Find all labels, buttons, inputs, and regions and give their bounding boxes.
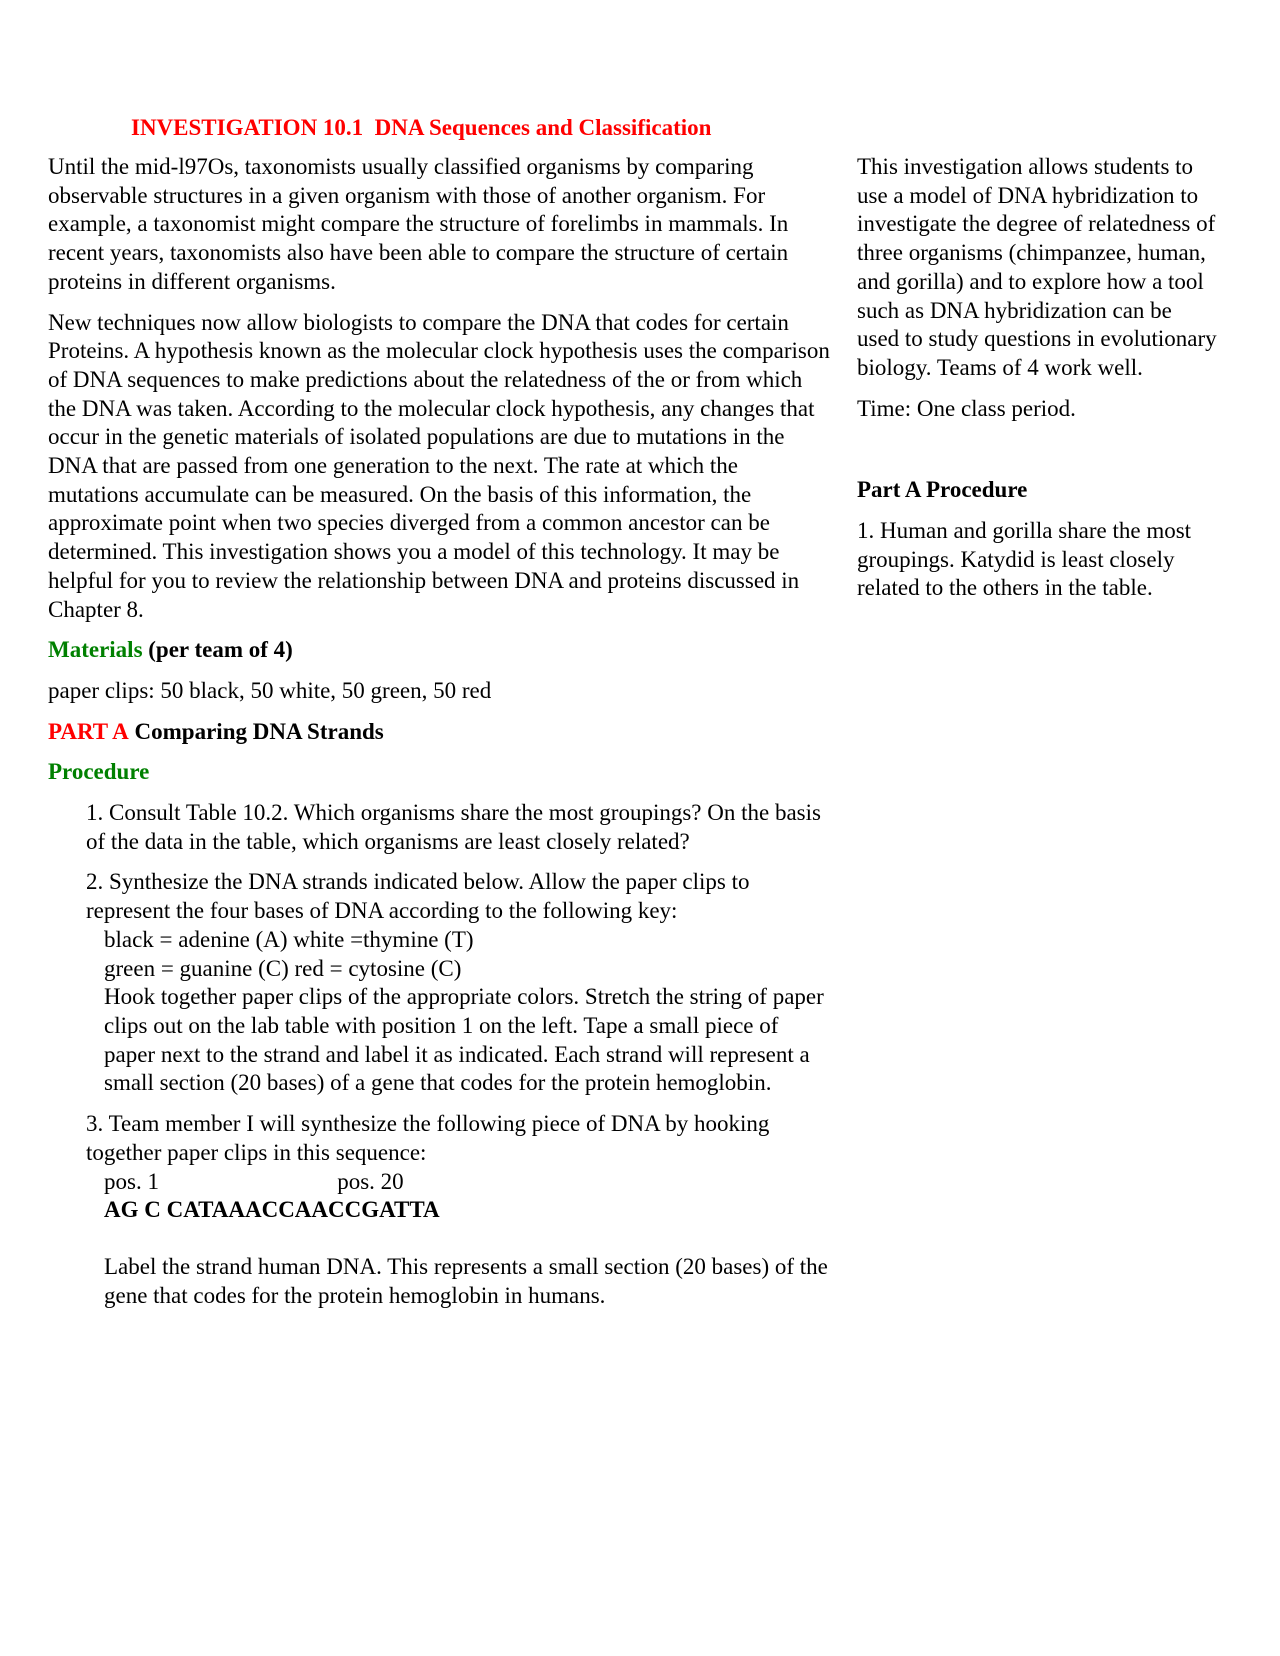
procedure-heading: Procedure [48,759,150,785]
blank-line [86,1225,833,1253]
step-text: Consult Table 10.2. Which organisms share the most groupings? On the basis of the data in the table, which organisms are least closely related? [86,800,821,854]
part-a-heading [48,718,833,747]
color-key-line: black = adenine (A) white =thymine (T) [104,926,474,952]
procedure-step [86,1110,833,1310]
part-a-title: Comparing DNA Strands [134,718,384,744]
sidebar-answer-heading: Part A Procedure [857,477,1028,503]
color-key-line: green = guanine (C) red = cytosine (C) [104,955,462,981]
materials-heading: Materials [48,637,143,663]
pos-end-label: pos. 20 [337,1168,404,1194]
sidebar-note: This investigation allows students to use a model of DNA hybridization to investigate the degree of relatedness of three organisms (chimpanzee, human, and gorilla) and to explore how a tool such as DNA hybridization can be used to study questions in evolutionary biology. Teams of 4 work well. [857,154,1217,380]
materials-heading-line [48,636,833,665]
teacher-sidebar [857,153,1217,615]
step-number: 1. [86,800,104,826]
dna-sequence: AG C CATAAACCAACCGATTA [104,1197,440,1223]
step-number: 2. [86,869,104,895]
main-column [48,153,833,1322]
sidebar-gap [857,435,1217,476]
step-text: Team member I will synthesize the following piece of DNA by hooking together paper clips in this sequence: [86,1111,770,1165]
step-number: 3. [86,1111,104,1137]
step-text-continued: Hook together paper clips of the appropriate colors. Stretch the string of paper clips out on the lab table with position 1 on the left. Tape a small piece of paper next to the strand and label it as indicated. Each strand will represent a small section (20 bases) of a gene that codes for the protein hemoglobin. [104,984,824,1096]
intro-paragraph-1: Until the mid-l97Os, taxonomists usually classified organisms by comparing observable structures in a given organism with those of another organism. For example, a taxonomist might compare the structure of forelimbs in mammals. In recent years, taxonomists also have been able to compare the structure of certain proteins in different organisms. [48,154,789,294]
step-text: Synthesize the DNA strands indicated below. Allow the paper clips to represent the four bases of DNA according to the following key: [86,869,750,924]
procedure-step [86,868,833,1098]
part-a-label: PART A [48,718,129,744]
sidebar-answer-1: 1. Human and gorilla share the most groupings. Katydid is least closely related to the others in the table. [857,518,1192,601]
pos-start-label: pos. 1 [104,1168,159,1194]
procedure-list [48,799,833,1310]
step-text-continued: Label the strand human DNA. This represents a small section (20 bases) of the gene that codes for the protein hemoglobin in humans. [104,1253,828,1308]
procedure-step [86,799,833,856]
intro-paragraph-2: New techniques now allow biologists to compare the DNA that codes for certain Proteins. A hypothesis known as the molecular clock hypothesis uses the comparison of DNA sequences to make predictions about the relatedness of the or from which the DNA was taken. According to the molecular clock hypothesis, any changes that occur in the genetic materials of isolated populations are due to mutations in the DNA that are passed from one generation to the next. The rate at which the mutations accumulate can be measured. On the basis of this information, the approximate point when two species diverged from a common ancestor can be determined. This investigation shows you a model of this technology. It may be helpful for you to review the relationship between DNA and proteins discussed in Chapter 8. [48,309,830,622]
materials-list: paper clips: 50 black, 50 white, 50 green, 50 red [48,677,492,703]
position-labels [86,1168,833,1197]
page-title: INVESTIGATION 10.1 DNA Sequences and Classification [131,115,712,140]
sidebar-time: Time: One class period. [857,395,1076,421]
materials-qualifier: (per team of 4) [148,637,293,663]
